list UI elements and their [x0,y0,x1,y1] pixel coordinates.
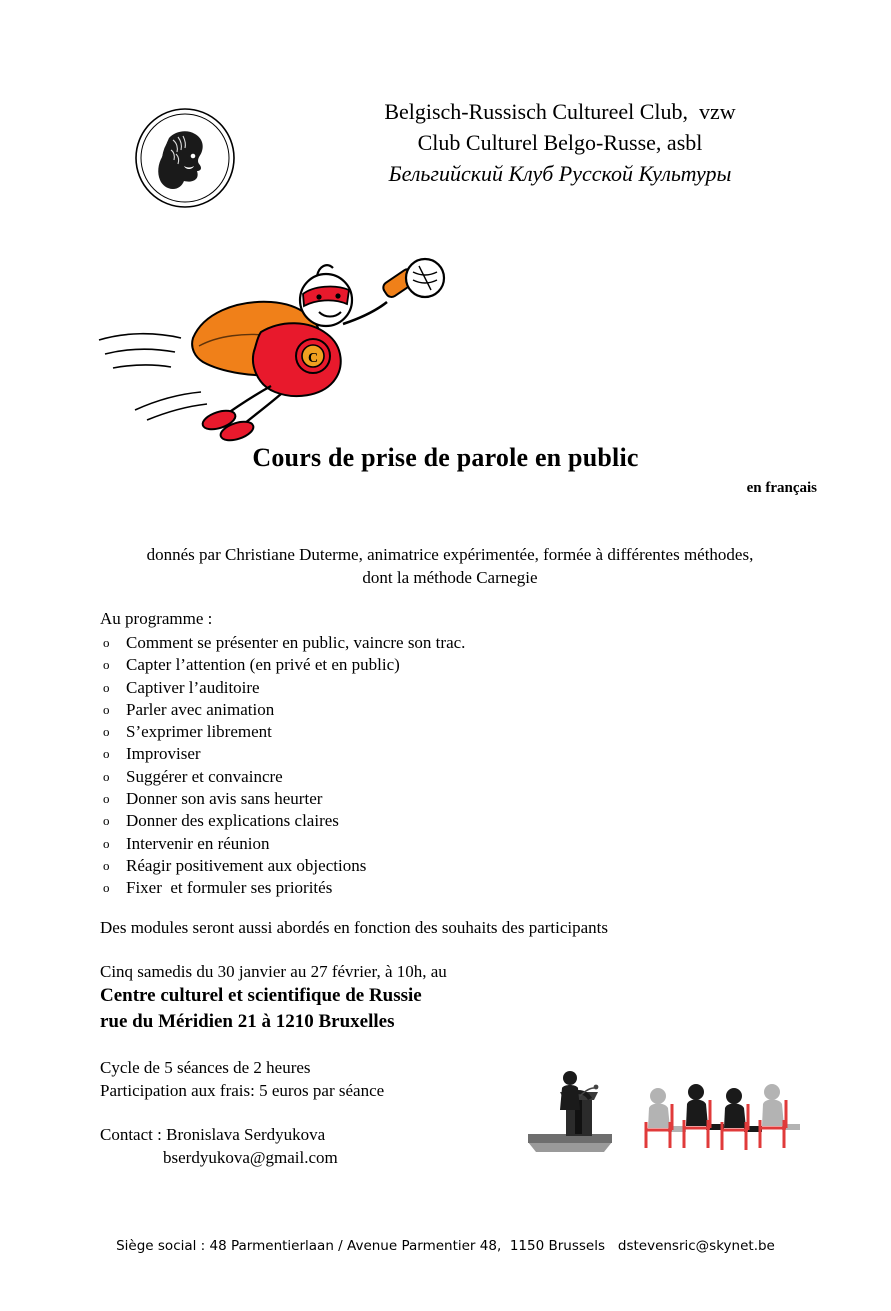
bullet-icon: o [103,701,110,717]
fee-info: Participation aux frais: 5 euros par séance [100,1081,385,1100]
document-header [0,96,891,211]
list-item-label: Suggérer et convaincre [126,766,283,786]
org-title-nl: Belgisch-Russisch Cultureel Club, vzw [384,99,736,124]
bullet-icon: o [103,768,110,784]
bullet-icon: o [103,857,110,873]
list-item [100,743,700,765]
organization-titles [260,96,860,189]
modules-note: Des modules seront aussi abordés en fonction des souhaits des participants [100,918,609,937]
contact-email[interactable]: bserdyukova@gmail.com [163,1148,338,1167]
list-item [100,810,700,832]
list-item-label: Donner son avis sans heurter [126,789,323,809]
list-item [100,654,700,676]
list-item [100,632,700,654]
list-item [100,677,700,699]
venue-address: rue du Méridien 21 à 1210 Bruxelles [100,1011,395,1032]
bullet-icon: o [103,724,110,740]
contact-name: Contact : Bronislava Serdyukova [100,1125,326,1144]
list-item [100,833,700,855]
list-item-label: Parler avec animation [126,699,275,719]
list-item-label: Capter l’attention (en privé et en public) [126,655,400,675]
venue-name: Centre culturel et scientifique de Russie [100,985,422,1006]
list-item-label: S’exprimer librement [126,722,272,742]
bullet-icon: o [103,791,110,807]
list-item [100,877,700,899]
bullet-icon: o [103,657,110,673]
profile-medallion-logo [131,104,239,212]
flying-superhero-with-megaphone-icon [95,228,455,443]
programme-list [100,632,700,900]
list-item [100,788,700,810]
list-item-label: Fixer et formuler ses priorités [126,878,333,898]
list-item [100,855,700,877]
bullet-icon: o [103,746,110,762]
bullet-icon: o [103,635,110,650]
course-language-note: en français [746,480,817,496]
course-intro [100,543,800,589]
page-title: Cours de prise de parole en public [252,443,639,472]
bullet-icon: o [103,880,110,896]
list-item-label: Captiver l’auditoire [126,677,260,697]
org-title-ru: Бельгийский Клуб Русской Культуры [388,161,732,186]
list-item-label: Improviser [126,744,201,764]
list-item [100,721,700,743]
list-item-label: Réagir positivement aux objections [126,855,367,875]
list-item-label: Comment se présenter en public, vaincre son trac. [126,633,466,652]
bullet-icon: o [103,813,110,829]
svg-text:C: C [307,351,319,366]
org-title-fr: Club Culturel Belgo-Russe, asbl [417,130,703,155]
course-intro-line-2: dont la méthode Carnegie [362,568,538,587]
list-item-label: Donner des explications claires [126,811,339,831]
speaker-at-podium-with-audience-icon [520,1030,810,1155]
footer-legal-address: Siège social : 48 Parmentierlaan / Avenue Parmentier 48, 1150 Brussels dstevensric@skynet.be [116,1238,775,1254]
list-item [100,766,700,788]
schedule-when: Cinq samedis du 30 janvier au 27 février, à 10h, au [100,962,447,981]
course-intro-line-1: donnés par Christiane Duterme, animatrice expérimentée, formée à différentes méthodes, [146,545,754,564]
bullet-icon: o [103,679,110,695]
cycle-info: Cycle de 5 séances de 2 heures [100,1058,311,1077]
list-item-label: Intervenir en réunion [126,833,270,853]
bullet-icon: o [103,835,110,851]
programme-label: Au programme : [100,609,213,628]
list-item [100,699,700,721]
